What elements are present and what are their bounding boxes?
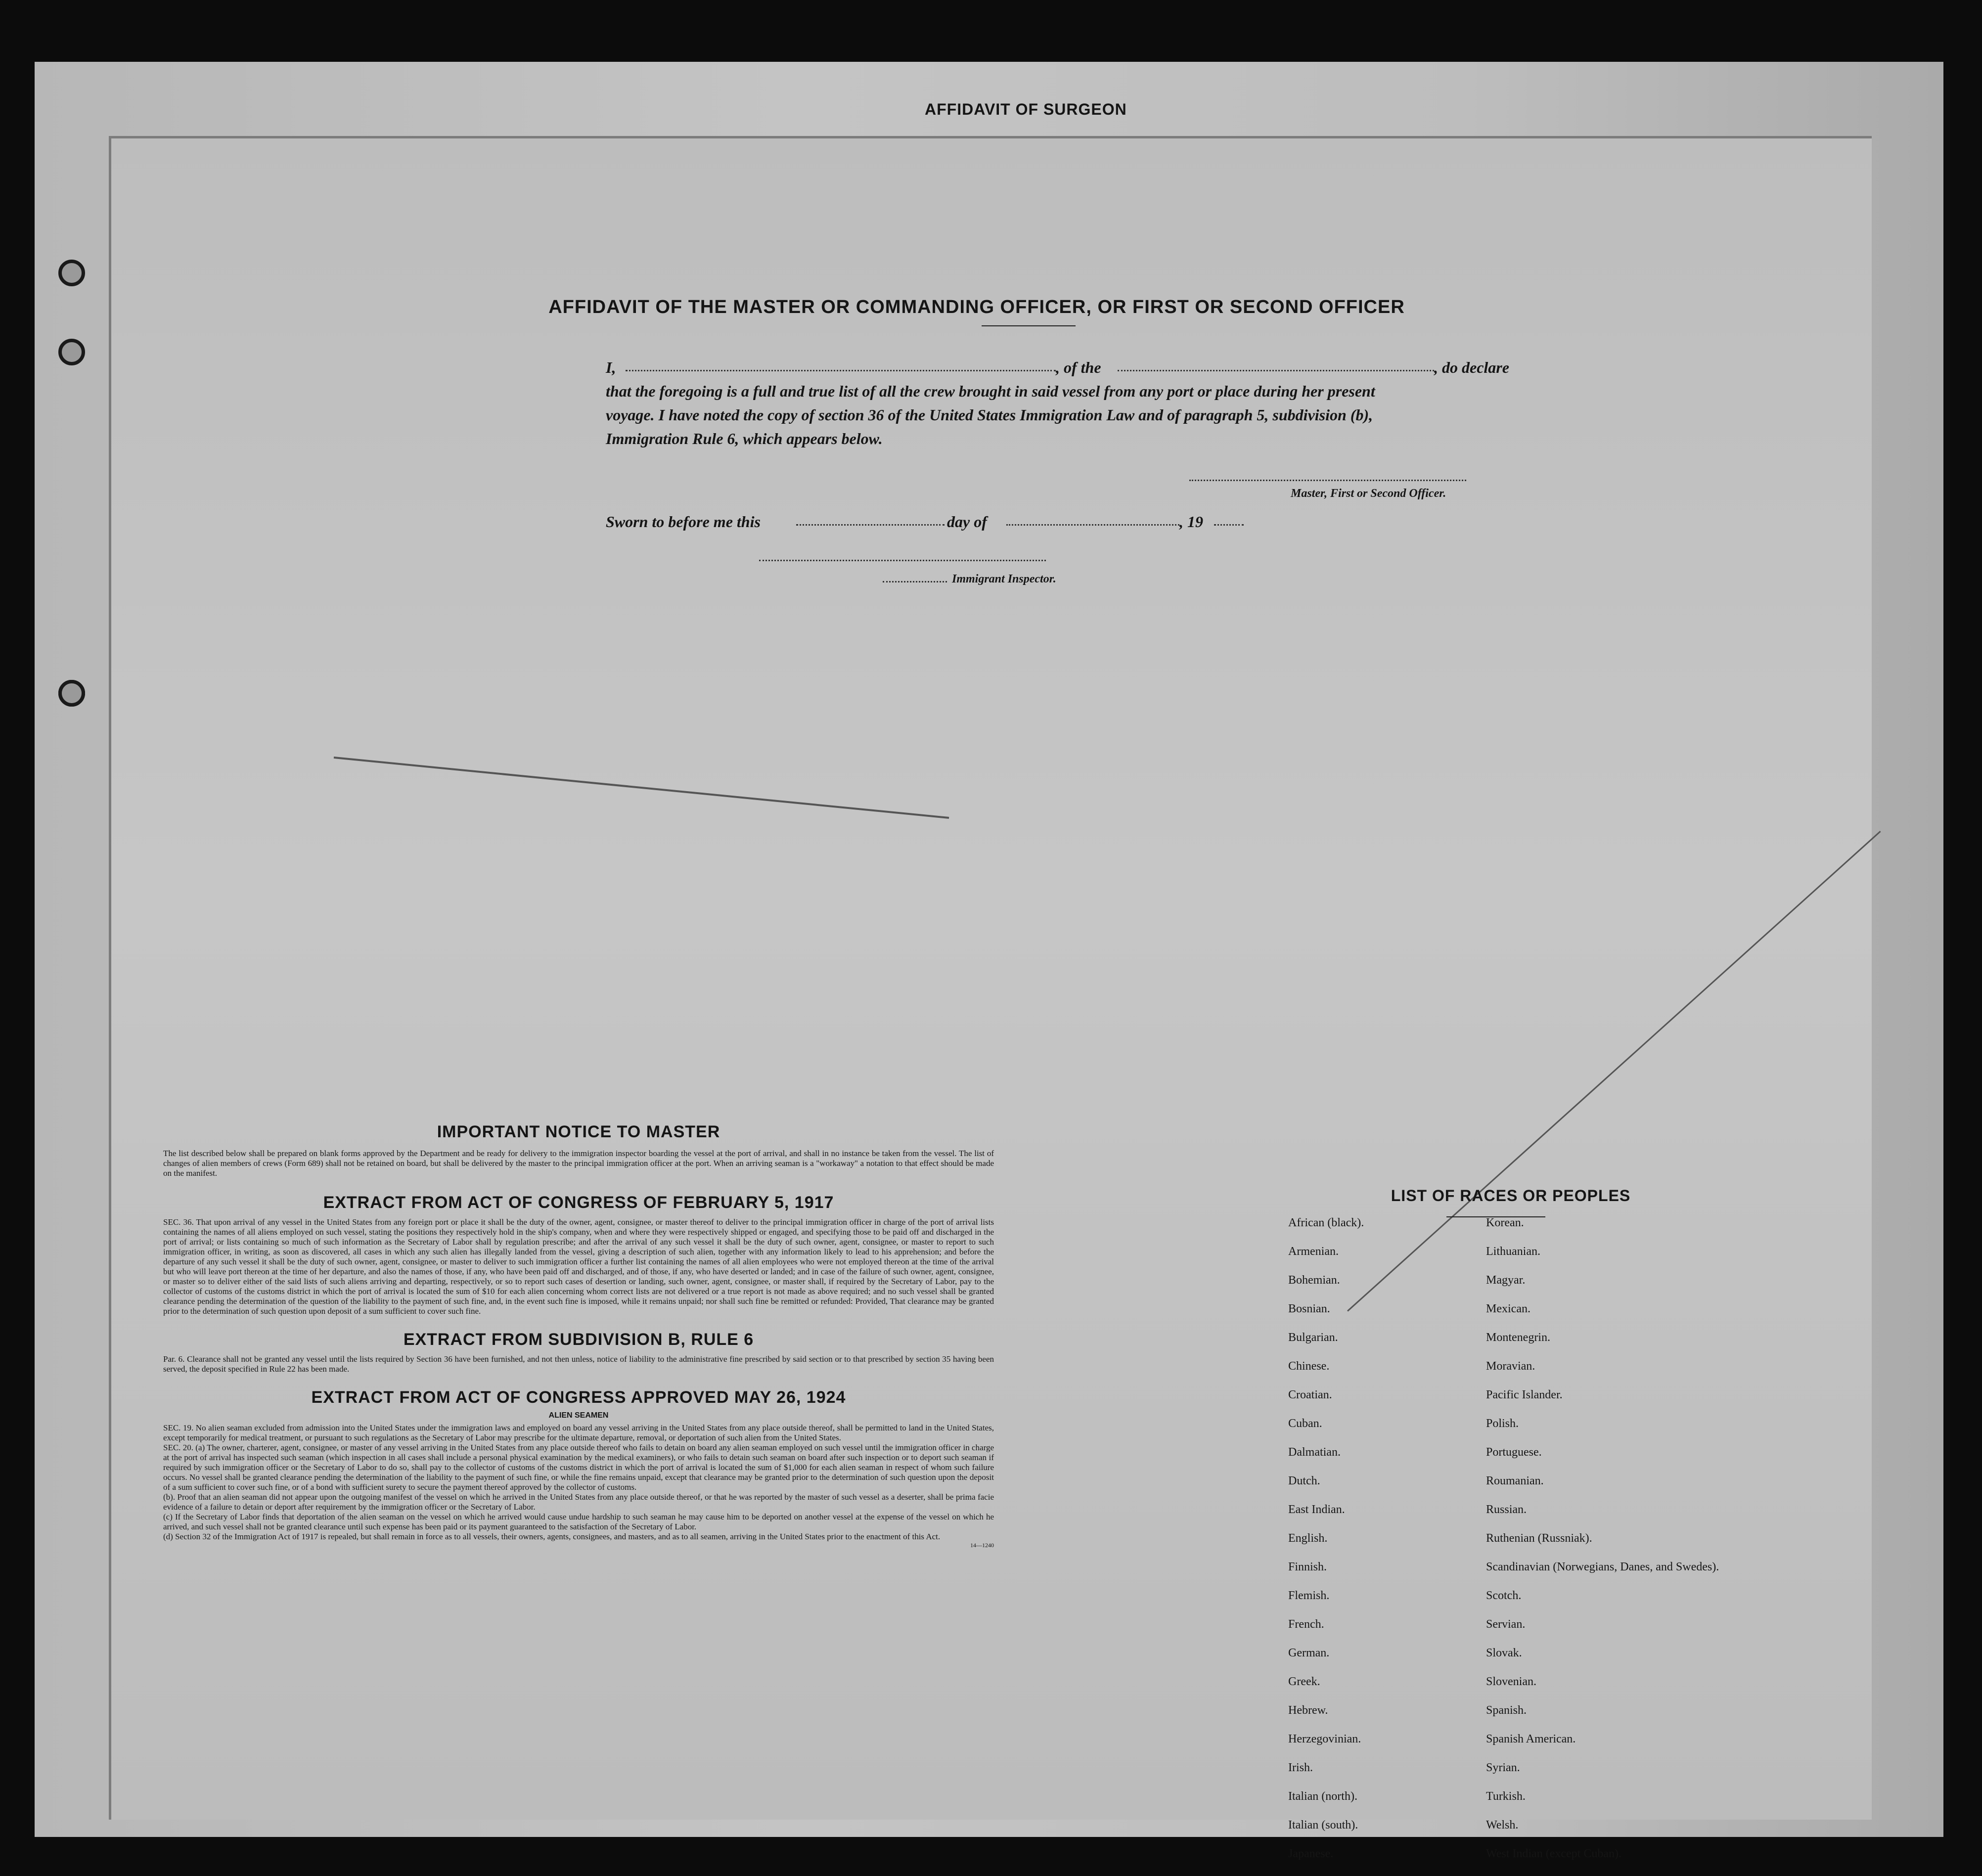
- binder-hole-icon: [58, 680, 85, 707]
- race-item: Ruthenian (Russniak).: [1486, 1532, 1592, 1545]
- race-item: Irish.: [1288, 1761, 1313, 1774]
- inspector-short-line: [883, 581, 947, 582]
- extract-1924-sec20d: (d) Section 32 of the Immigration Act of 1917 is repealed, but shall remain in force as to all vessels, their owners, agents, consignees, and masters, and as to all seamen, arriving in the United States prior to the enactment of this Act.: [163, 1532, 941, 1541]
- affidavit-sheet: [109, 136, 1872, 1860]
- sworn-day-blank: [796, 524, 945, 526]
- title-underline: [982, 325, 1076, 326]
- document-page: [35, 62, 1943, 1860]
- declare-mid: , of the: [1056, 358, 1101, 376]
- race-item: Welsh.: [1486, 1819, 1519, 1831]
- notice-text: The list described below shall be prepared on blank forms approved by the Department and be ready for delivery to the immigration inspector boarding the vessel at the port of arrival, and shall in no instance be taken from the vessel. The list of changes of alien members of crews (Form 689) shall not be retained on board, but shall be delivered by the master to the principal immigration officer at the port. When an arriving seaman is a "workaway" a notation to that effect should be made on the manifest.: [163, 1149, 994, 1178]
- race-item: Armenian.: [1288, 1245, 1339, 1258]
- master-signature-line: [1189, 480, 1466, 481]
- race-item: Magyar.: [1486, 1274, 1526, 1287]
- races-list: [1288, 1187, 1733, 1860]
- race-item: Spanish American.: [1486, 1733, 1576, 1745]
- extract-1924-sec19: SEC. 19. No alien seaman excluded from admission into the United States under the immigration laws and employed on board any vessel arriving in the United States from any place outside thereof, shall be permitted to land in the United States, except temporarily for medical treatment, or pursuant to such regulations as the Secretary of Labor may prescribe for the ultimate departure, removal, or deportation of such alien from the United States.: [163, 1423, 994, 1442]
- race-item: Herzegovinian.: [1288, 1733, 1361, 1745]
- race-item: Scandinavian (Norwegians, Danes, and Swedes).: [1486, 1561, 1719, 1573]
- declare-start: I,: [606, 358, 616, 376]
- declare-line4: Immigration Rule 6, which appears below.: [606, 430, 883, 447]
- extract-rule6-title: EXTRACT FROM SUBDIVISION B, RULE 6: [403, 1330, 754, 1349]
- race-item: Roumanian.: [1486, 1474, 1544, 1487]
- race-item: Scotch.: [1486, 1589, 1522, 1602]
- race-item: French.: [1288, 1618, 1324, 1631]
- race-item: Korean.: [1486, 1216, 1524, 1229]
- race-item: Spanish.: [1486, 1704, 1527, 1717]
- race-item: Polish.: [1486, 1417, 1519, 1430]
- name-blank: [626, 370, 1056, 371]
- race-item: Cuban.: [1288, 1417, 1322, 1430]
- races-grid: [1288, 1216, 1733, 1876]
- sworn-month-blank: [1006, 524, 1179, 526]
- extract-1924-sec20b: (b). Proof that an alien seaman did not appear upon the outgoing manifest of the vessel on which he arrived in the United States from any place outside thereof, or that he was reported by the master of such vessel as a deserter, shall be prima facie evidence of a failure to detain or deport after requirement by the immigration officer or the Secretary of Labor.: [163, 1492, 994, 1512]
- race-item: Mexican.: [1486, 1302, 1531, 1315]
- master-signature-label: Master, First or Second Officer.: [1291, 487, 1446, 500]
- race-item: Bohemian.: [1288, 1274, 1340, 1287]
- race-item: German.: [1288, 1647, 1330, 1659]
- race-item: Italian (north).: [1288, 1790, 1357, 1803]
- races-title: LIST OF RACES OR PEOPLES: [1391, 1187, 1631, 1205]
- extract-1924-sec20a: SEC. 20. (a) The owner, charterer, agent, consignee, or master of any vessel arriving in the United States from any place outside thereof who fails to detain on board any alien seaman employed on such vessel until the immigration officer in charge at the port of arrival has inspected such seaman (which inspection in all cases shall include a personal physical examination by the medical examiners), or who fails to detain such seaman on board after such inspection or to deport such seaman if required by such immigration officer or the Secretary of Labor to do so, shall pay to the collector of customs of the customs district in which the port of arrival is located the sum of $1,000 for each alien seaman in respect of whom such failure occurs. No vessel shall be granted clearance pending the determination of the liability to the payment of such fine, or while the fine remains unpaid, except that clearance may be granted prior to the determination of such question upon the deposit of a sum sufficient to cover such fine, or of a bond with sufficient surety to secure the payment thereof approved by the collector of customs.: [163, 1443, 994, 1492]
- race-item: Flemish.: [1288, 1589, 1330, 1602]
- day-of-text: day of: [947, 513, 987, 531]
- inspector-signature-line: [759, 560, 1046, 561]
- inspector-signature-label: Immigrant Inspector.: [952, 573, 1056, 585]
- race-item: West Indian (except Cuban).: [1486, 1847, 1622, 1860]
- sworn-text: Sworn to before me this: [606, 513, 761, 531]
- race-item: English.: [1288, 1532, 1328, 1545]
- notice-title: IMPORTANT NOTICE TO MASTER: [437, 1122, 721, 1141]
- race-item: Italian (south).: [1288, 1819, 1358, 1831]
- race-item: Japanese.: [1288, 1847, 1334, 1860]
- extract-1924-sec20c: (c) If the Secretary of Labor finds that deportation of the alien seaman on the vessel on which he arrived would cause undue hardship to such seaman he may cause him to be deported on another vessel at the expense of the vessel on which he arrived, and such vessel shall not be granted clearance until such expense has been paid or its payment guaranteed to the satisfaction of the Secretary of Labor.: [163, 1512, 994, 1531]
- race-item: Moravian.: [1486, 1360, 1535, 1373]
- race-item: Pacific Islander.: [1486, 1388, 1563, 1401]
- race-item: Dalmatian.: [1288, 1446, 1341, 1459]
- race-item: East Indian.: [1288, 1503, 1345, 1516]
- race-item: Lithuanian.: [1486, 1245, 1540, 1258]
- race-item: Slovak.: [1486, 1647, 1522, 1659]
- binder-hole-icon: [58, 260, 85, 286]
- declare-line3: voyage. I have noted the copy of section 36 of the United States Immigration Law and of paragraph 5, subdivision (b),: [606, 406, 1373, 424]
- year-text: , 19: [1179, 513, 1203, 531]
- top-title: AFFIDAVIT OF SURGEON: [925, 100, 1127, 118]
- vessel-blank: [1118, 370, 1434, 371]
- race-item: Russian.: [1486, 1503, 1527, 1516]
- extract-rule6-text: Par. 6. Clearance shall not be granted any vessel until the lists required by Section 36 have been furnished, and not then unless, notice of liability to the administrative fine prescribed by said section or to that prescribed by section 35 having been served, the deposit specified in Rule 22 has been made.: [163, 1354, 994, 1374]
- race-item: Turkish.: [1486, 1790, 1526, 1803]
- race-item: Montenegrin.: [1486, 1331, 1550, 1344]
- race-item: Bulgarian.: [1288, 1331, 1338, 1344]
- race-item: Dutch.: [1288, 1474, 1320, 1487]
- legal-column: [163, 1122, 994, 1549]
- race-item: Finnish.: [1288, 1561, 1327, 1573]
- declare-end: , do declare: [1434, 358, 1509, 376]
- race-item: African (black).: [1288, 1216, 1364, 1229]
- declare-line2: that the foregoing is a full and true list of all the crew brought in said vessel from any port or place during her present: [606, 382, 1375, 400]
- year-blank: [1214, 524, 1244, 526]
- extract-1917-text: SEC. 36. That upon arrival of any vessel in the United States from any foreign port or place it shall be the duty of the owner, agent, consignee, or master thereof to deliver to the principal immigration officer in charge of the port of arrival lists containing the names of all aliens employed on such vessel, stating the positions they respectively hold in the ship's company, when and where they were respectively shipped or engaged, and specifying those to be paid off and discharged in the port of arrival; or lists containing so much of such information as the Secretary of Labor shall by regulation prescribe; and after the arrival of any such vessel it shall be the duty of such owner, agent, consignee, or master to report to such immigration officer, in writing, as soon as discovered, all cases in which any such alien has illegally landed from the vessel, giving a description of such alien, together with any information likely to lead to his apprehension; and before the departure of any such vessel it shall be the duty of such owner, agent, consignee, or master to deliver to such immigration officer a further list containing the names of all alien employees who were not employed thereon at the time of the arrival but who will leave port thereon at the time of her departure, and also the names of those, if any, who have been paid off and discharged, and of those, if any, who have deserted or landed; and in case of the failure of such owner, agent, consignee, or master so to deliver either of the said lists of such aliens arriving and departing, respectively, or so to report such cases of desertion or landing, such owner, agent, consignee, or master shall, if required by the Secretary of Labor, pay to the collector of customs of the customs district in which the port of arrival is located the sum of $10 for each alien concerning whom correct lists are not delivered or a true report is not made as above required; and no such vessel shall be granted clearance pending the determination of the question of the liability to the payment of such fine, and, in the event such fine is imposed, while it remains unpaid; nor shall such fine be remitted or refunded: Provided, That clearance may be granted prior to the determination of such question upon deposit of a sum sufficient to cover such fine.: [163, 1217, 994, 1316]
- race-item: Croatian.: [1288, 1388, 1332, 1401]
- race-item: Slovenian.: [1486, 1675, 1536, 1688]
- race-item: Chinese.: [1288, 1360, 1330, 1373]
- race-item: Bosnian.: [1288, 1302, 1330, 1315]
- form-number: 14—1240: [970, 1542, 994, 1549]
- extract-1924-title: EXTRACT FROM ACT OF CONGRESS APPROVED MAY 26, 1924: [311, 1388, 846, 1407]
- race-item: Servian.: [1486, 1618, 1526, 1631]
- binder-hole-icon: [58, 339, 85, 365]
- affidavit-title: AFFIDAVIT OF THE MASTER OR COMMANDING OFFICER, OR FIRST OR SECOND OFFICER: [548, 297, 1405, 317]
- race-item: Portuguese.: [1486, 1446, 1542, 1459]
- extract-1917-title: EXTRACT FROM ACT OF CONGRESS OF FEBRUARY 5, 1917: [323, 1193, 834, 1212]
- race-item: Syrian.: [1486, 1761, 1520, 1774]
- alien-seamen-subtitle: ALIEN SEAMEN: [548, 1411, 609, 1420]
- paper-crease: [334, 757, 949, 819]
- race-item: Greek.: [1288, 1675, 1320, 1688]
- race-item: Hebrew.: [1288, 1704, 1328, 1717]
